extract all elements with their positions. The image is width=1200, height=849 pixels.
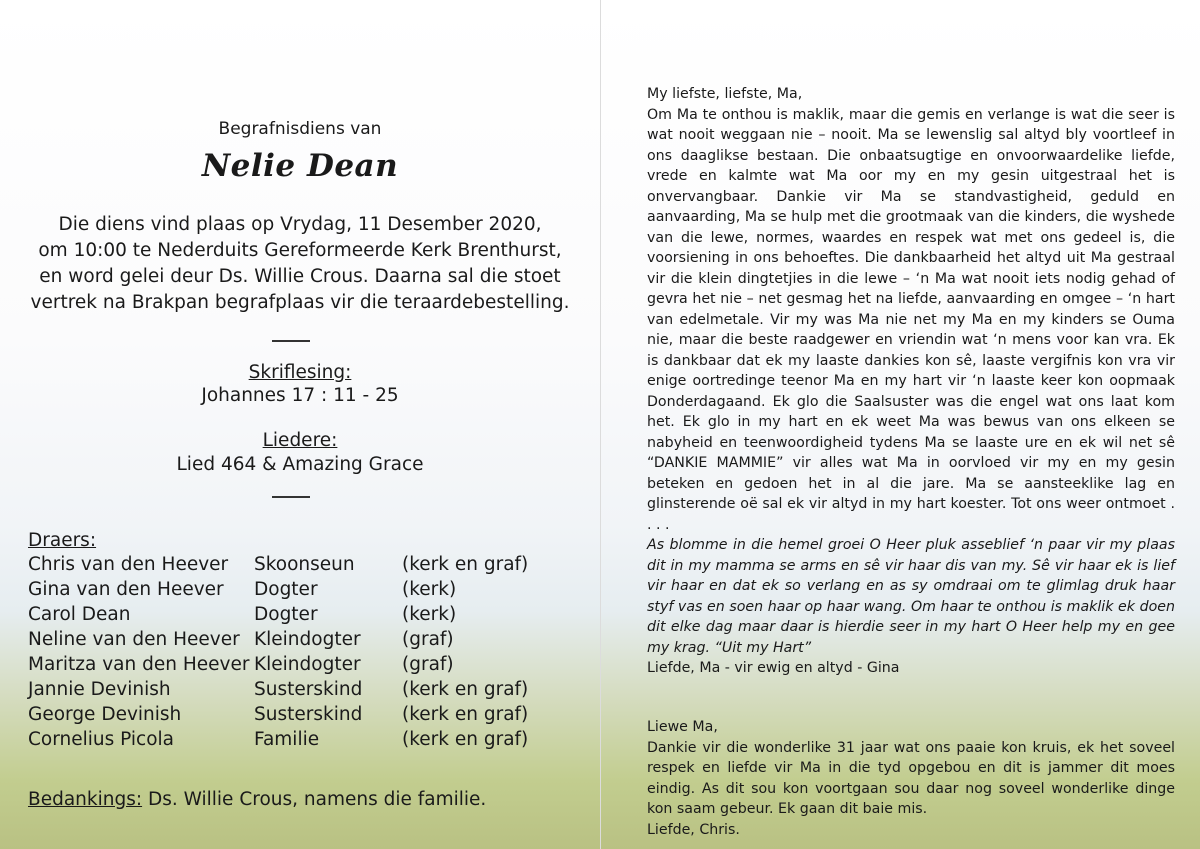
letter-closing: Liefde, Chris. — [647, 821, 740, 838]
bearer-relation: Familie — [254, 729, 320, 750]
bearer-relation: Dogter — [254, 604, 318, 625]
songs-heading: Liedere: — [262, 430, 338, 451]
letter-body: Om Ma te onthou is maklik, maar die gemis en verlange is wat die seer is wat nooit weggaan nie – nooit. Ma se lewenslig sal altyd bly voortleef in ons daaglikse bestaan. Die onbaatsugtige en onvoorwaardelike liefde, vrede en kalmte wat Ma oor my en my gesin uitgestraal het is onvervangbaar. Dankie vir Ma se standvastigheid, geduld en aanvaarding, Ma se hulp met die grootmaak van die kinders, die wyshede van die lewe, normes, waardes en respek wat met ons gedeel is, die voorsiening in ons behoeftes. Die dankbaarheid het altyd uit Ma gestraal vir die klein dingtetjies in die lewe – ‘n Ma wat nooit iets nodig gehad of gevra het nie – net gesmag het na liefde, aanvaarding en omgee – ‘n hart van edelmetale. Vir my was Ma nie net my Ma en my kinders se Ouma nie, maar die beste raadgewer en vriendin wat ‘n mens voor kan vra. Ek is dankbaar dat ek my laaste dankies kon sê, laaste vergifnis kon vra vir enige oortredinge teenor Ma en my hart vir ‘n laaste keer kon oopmaak Donderdagaand. Ek glo die Saalsuster was die engel wat ons laat kom het. Ek glo in my hart en ek weet Ma was bewus van ons elkeen se nabyheid en teenwoordigheid tydens Ma se laaste ure en ek wil net sê “DANKIE MAMMIE” vir alles wat Ma in oorvloed vir my en my gesin beteken en gedoen het in al die jare. Ma se aansteeklike lag en glinsterende oë sal ek vir altyd in my hart koester. Tot ons weer ontmoet . . . . — [647, 106, 1175, 533]
letter-body: Dankie vir die wonderlike 31 jaar wat ons paaie kon kruis, ek het soveel respek en liefde vir Ma in die tyd opgebou en dit is jammer dit moes eindig. As dit sou kon voortgaan sou daar nog soveel wonderlike dinge kon saam gebeur. Ek gaan dit baie mis. — [647, 739, 1175, 817]
letter-closing: Liefde, Ma - vir ewig en altyd - Gina — [647, 660, 900, 676]
bearer-name: George Devinish — [28, 704, 182, 725]
bearer-row — [28, 602, 588, 627]
bearer-row — [28, 577, 588, 602]
bearer-row — [28, 552, 588, 577]
acknowledgements — [28, 789, 486, 810]
bearer-name: Jannie Devinish — [28, 679, 171, 700]
scripture-heading: Skriflesing: — [248, 362, 352, 383]
service-line: vertrek na Brakpan begrafplaas vir die teraardebestelling. — [30, 292, 570, 313]
letter-salutation: Liewe Ma, — [647, 719, 718, 735]
bearer-name: Carol Dean — [28, 604, 131, 625]
bearer-relation: Susterskind — [254, 679, 363, 700]
bearer-role: (kerk) — [402, 604, 457, 625]
bearer-role: (kerk en graf) — [402, 554, 529, 575]
songs: Lied 464 & Amazing Grace — [176, 454, 424, 475]
bearer-name: Cornelius Picola — [28, 729, 175, 750]
service-intro: Begrafnisdiens van — [218, 119, 382, 139]
thanks-heading: Bedankings: — [28, 789, 143, 810]
bearer-role: (kerk en graf) — [402, 729, 529, 750]
bearer-relation: Kleindogter — [254, 629, 361, 650]
service-line: en word gelei deur Ds. Willie Crous. Daarna sal die stoet — [39, 266, 561, 287]
bearer-row — [28, 727, 588, 752]
deceased-name: Nelie Dean — [201, 148, 399, 184]
service-line: om 10:00 te Nederduits Gereformeerde Kerk Brenthurst, — [38, 240, 562, 261]
service-line: Die diens vind plaas op Vrydag, 11 Desember 2020, — [58, 214, 542, 235]
scripture-reference: Johannes 17 : 11 - 25 — [201, 385, 399, 406]
bearer-role: (kerk) — [402, 579, 457, 600]
thanks-text: Ds. Willie Crous, namens die familie. — [147, 789, 487, 810]
bearer-row — [28, 627, 588, 652]
bearer-name: Neline van den Heever — [28, 629, 240, 650]
letter-salutation: My liefste, liefste, Ma, — [647, 86, 803, 102]
bearer-relation: Susterskind — [254, 704, 363, 725]
bearer-relation: Dogter — [254, 579, 318, 600]
bearer-row — [28, 702, 588, 727]
bearers-list — [28, 530, 588, 752]
bearer-row — [28, 652, 588, 677]
bearer-relation: Kleindogter — [254, 654, 361, 675]
bearer-name: Maritza van den Heever — [28, 654, 250, 675]
service-details — [0, 212, 600, 316]
poem: As blomme in die hemel groei O Heer pluk asseblief ‘n paar vir my plaas dit in my mamma se arms en sê vir haar dis van my. Sê vir haar ek is lief vir haar en dat ek so verlang en as sy omdraai om te glimlag druk haar styf vas en soen haar op haar wang. Om haar te onthou is maklik ek doen dit elke dag maar daar is hierdie seer in my hart O Heer help my en gee my krag. “Uit my Hart” — [647, 537, 1175, 656]
divider — [272, 496, 310, 498]
right-page — [600, 0, 1200, 849]
bearer-name: Gina van den Heever — [28, 579, 224, 600]
bearer-role: (kerk en graf) — [402, 679, 529, 700]
bearer-relation: Skoonseun — [254, 554, 355, 575]
bearer-name: Chris van den Heever — [28, 554, 229, 575]
bearer-role: (kerk en graf) — [402, 704, 529, 725]
letter-chris — [647, 717, 1175, 840]
bearers-heading: Draers: — [28, 530, 97, 551]
bearer-row — [28, 677, 588, 702]
divider — [272, 340, 310, 342]
letter-gina — [647, 84, 1175, 679]
bearer-role: (graf) — [402, 629, 454, 650]
bearer-role: (graf) — [402, 654, 454, 675]
